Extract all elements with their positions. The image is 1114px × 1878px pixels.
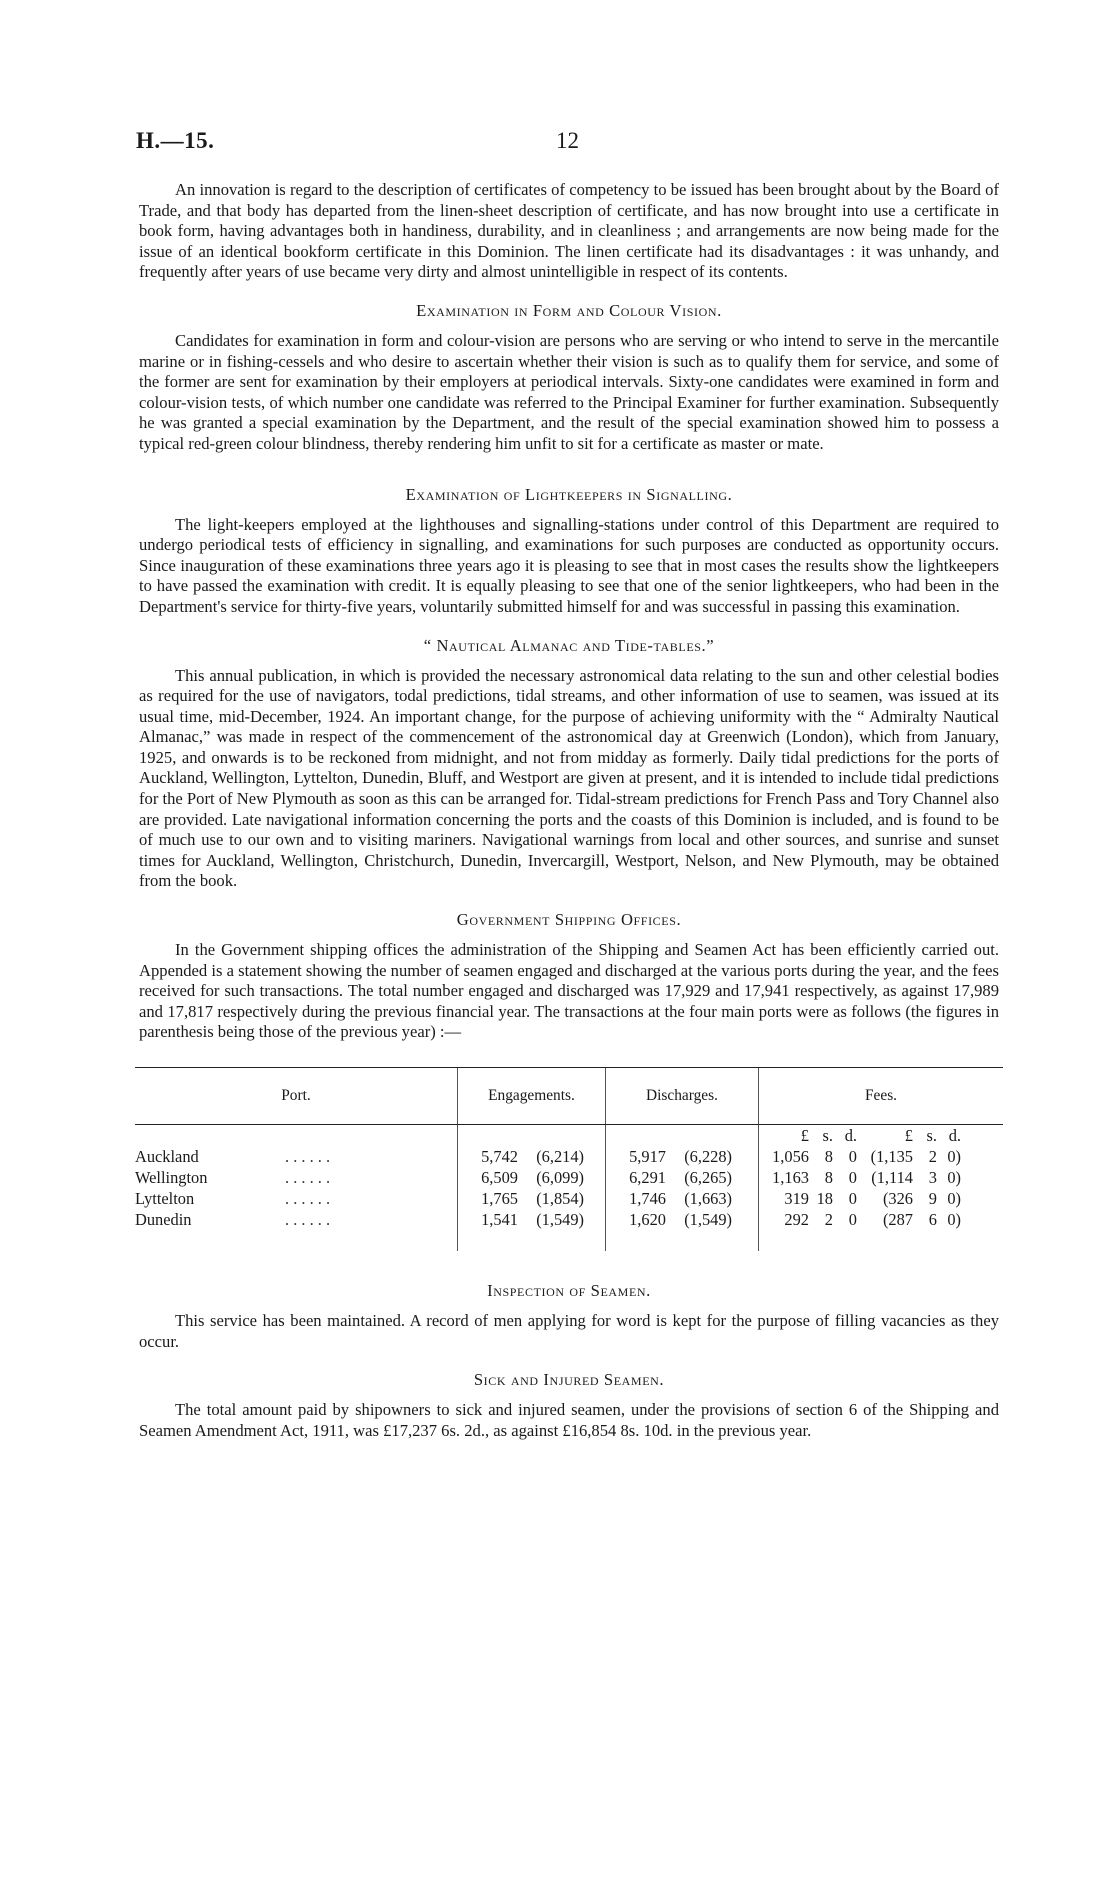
discharges-value: 1,620 bbox=[629, 1210, 666, 1229]
fee-prev-pounds: (1,114 bbox=[871, 1168, 913, 1187]
fee-prev-pence: 0) bbox=[947, 1168, 961, 1187]
port-name: Dunedin bbox=[135, 1210, 192, 1229]
engagements-value: 1,765 bbox=[481, 1189, 518, 1208]
fee-pounds: 319 bbox=[784, 1189, 809, 1208]
discharges-prev-value: (6,265) bbox=[684, 1168, 732, 1187]
shipping-offices-table bbox=[135, 1067, 1003, 1251]
discharges-value: 6,291 bbox=[629, 1168, 666, 1187]
unit-pound-prev: £ bbox=[904, 1126, 913, 1145]
shipping-offices-heading: Government Shipping Offices. bbox=[456, 910, 682, 930]
port-name: Lyttelton bbox=[135, 1189, 195, 1208]
discharges-value: 1,746 bbox=[629, 1189, 666, 1208]
fee-pounds: 1,163 bbox=[772, 1168, 809, 1187]
engagements-prev-value: (6,214) bbox=[536, 1147, 584, 1166]
table-row bbox=[135, 1209, 1003, 1230]
fee-pence: 0 bbox=[848, 1210, 857, 1229]
intro-paragraph: An innovation is regard to the description of certificates of competency to be issued has been brought about by the Board of Trade, and that body has departed from the linen-sheet description of certificate, and has now brought into use a certificate in book form, having advantages both in handiness, durability, and in cleanliness ; and arrangements are now being made for the issue of an identical bookform certificate in this Dominion. The linen certificate had its disadvantages : it was unhandy, and frequently after years of use became very dirty and almost unintelligible in respect of its contents. bbox=[139, 180, 999, 282]
discharges-column-header: Discharges. bbox=[606, 1068, 759, 1125]
colour-vision-heading: Examination in Form and Colour Vision. bbox=[416, 300, 722, 320]
fee-pounds: 292 bbox=[784, 1210, 809, 1229]
sick-injured-heading: Sick and Injured Seamen. bbox=[473, 1370, 665, 1390]
engagements-value: 1,541 bbox=[481, 1210, 518, 1229]
leader-dots: . . . . . . bbox=[285, 1147, 331, 1166]
leader-dots: . . . . . . bbox=[285, 1168, 331, 1187]
almanac-heading: “ Nautical Almanac and Tide-tables.” bbox=[423, 635, 715, 655]
fee-pence: 0 bbox=[848, 1168, 857, 1187]
fee-prev-pence: 0) bbox=[947, 1189, 961, 1208]
fees-units-row bbox=[759, 1125, 1004, 1147]
table-row bbox=[135, 1188, 1003, 1209]
port-name: Wellington bbox=[135, 1168, 208, 1187]
fee-prev-shillings: 2 bbox=[928, 1147, 937, 1166]
unit-pound: £ bbox=[800, 1126, 809, 1145]
leader-dots: . . . . . . bbox=[285, 1210, 331, 1229]
port-column-header: Port. bbox=[135, 1068, 458, 1125]
leader-dots: . . . . . . bbox=[285, 1189, 331, 1208]
engagements-value: 6,509 bbox=[481, 1168, 518, 1187]
discharges-prev-value: (1,549) bbox=[684, 1210, 732, 1229]
discharges-prev-value: (1,663) bbox=[684, 1189, 732, 1208]
shipping-table-container bbox=[135, 1067, 1003, 1251]
fee-shillings: 18 bbox=[816, 1189, 833, 1208]
shipping-offices-paragraph: In the Government shipping offices the administration of the Shipping and Seamen Act has been efficiently carried out. Appended is a statement showing the number of seamen engaged and discharged at the various ports during the year, and the fees received for such transactions. The total number engaged and discharged was 17,929 and 17,941 respectively, as against 17,989 and 17,817 respectively during the previous financial year. The transactions at the four main ports were as follows (the figures in parenthesis being those of the previous year) :— bbox=[139, 940, 999, 1042]
engagements-value: 5,742 bbox=[481, 1147, 518, 1166]
document-reference: H.—15. bbox=[136, 128, 215, 153]
fee-prev-pence: 0) bbox=[947, 1147, 961, 1166]
lightkeepers-paragraph: The light-keepers employed at the lighthouses and signalling-stations under control of this Department are required to undergo periodical tests of efficiency in signalling, and examinations for such purposes are conducted as opportunity occurs. Since inauguration of these examinations three years ago it is pleasing to see that in most cases the results show the lightkeepers to have passed the examination with credit. It is equally pleasing to see that one of the senior lightkeepers, who had been in the Department's service for thirty-five years, voluntarily submitted himself for and was successful in passing this examination. bbox=[139, 514, 999, 616]
colour-vision-paragraph: Candidates for examination in form and colour-vision are persons who are serving or who intend to serve in the mercantile marine or in fishing-cessels and who desire to ascertain whether their vision is such as to qualify them for service, and some of the former are sent for examination by their employers at periodical intervals. Sixty-one candidates were examined in form and colour-vision tests, of which number one candidate was referred to the Principal Examiner for further examination. Subsequently he was granted a special examination by the Department, and the result of the special examination showed him to possess a typical red-green colour blindness, thereby rendering him unfit to sit for a certificate as master or mate. bbox=[139, 330, 999, 453]
fees-column-header: Fees. bbox=[759, 1068, 1004, 1125]
unit-shilling-prev: s. bbox=[926, 1126, 937, 1145]
fee-pounds: 1,056 bbox=[772, 1147, 809, 1166]
fee-prev-pounds: (1,135 bbox=[870, 1147, 913, 1166]
port-name: Auckland bbox=[135, 1147, 199, 1166]
fee-pence: 0 bbox=[848, 1147, 857, 1166]
fee-prev-shillings: 3 bbox=[928, 1168, 937, 1187]
inspection-paragraph: This service has been maintained. A record of men applying for word is kept for the purpose of filling vacancies as they occur. bbox=[139, 1311, 999, 1351]
engagements-prev-value: (6,099) bbox=[536, 1168, 584, 1187]
almanac-paragraph: This annual publication, in which is provided the necessary astronomical data relating to the sun and other celestial bodies as required for the use of navigators, todal predictions, tidal streams, and other information of use to seamen, was issued at its usual time, mid-December, 1924. An important change, for the purpose of achieving uniformity with the “ Admiralty Nautical Almanac,” was made in respect of the commencement of the astronomical day at Greenwich (London), which from January, 1925, and onwards is to be reckoned from midnight, and not from midday as formerly. Daily tidal predictions for the ports of Auckland, Wellington, Lyttelton, Dunedin, Bluff, and Westport are given at present, and it is intended to include tidal predictions for the Port of New Plymouth as soon as this can be arranged for. Tidal-stream predictions for French Pass and Tory Channel also are provided. Late navigational information concerning the ports and the coasts of this Dominion is included, and is found to be of much use to our own and to visiting mariners. Navigational warnings from local and other sources, and sunrise and sunset times for Auckland, Wellington, Christchurch, Dunedin, Invercargill, Westport, Nelson, and New Plymouth, may be obtained from the book. bbox=[139, 665, 999, 891]
page-number: 12 bbox=[556, 128, 579, 153]
unit-pence: d. bbox=[844, 1126, 857, 1145]
sick-injured-paragraph: The total amount paid by shipowners to sick and injured seamen, under the provisions of section 6 of the Shipping and Seamen Amendment Act, 1911, was £17,237 6s. 2d., as against £16,854 8s. 10d. in the previous year. bbox=[139, 1400, 999, 1440]
fee-prev-pounds: (287 bbox=[882, 1210, 913, 1229]
page-content bbox=[135, 180, 999, 1441]
inspection-heading: Inspection of Seamen. bbox=[487, 1281, 651, 1300]
fee-prev-pounds: (326 bbox=[882, 1189, 913, 1208]
fee-shillings: 8 bbox=[824, 1147, 833, 1166]
engagements-column-header: Engagements. bbox=[458, 1068, 606, 1125]
engagements-prev-value: (1,549) bbox=[536, 1210, 584, 1229]
discharges-prev-value: (6,228) bbox=[684, 1147, 732, 1166]
unit-pence-prev: d. bbox=[948, 1126, 961, 1145]
fee-prev-shillings: 6 bbox=[928, 1210, 937, 1229]
fee-shillings: 2 bbox=[824, 1210, 833, 1229]
lightkeepers-heading: Examination of Lightkeepers in Signalling. bbox=[405, 484, 733, 504]
page-header bbox=[136, 128, 996, 160]
fee-shillings: 8 bbox=[824, 1168, 833, 1187]
fee-prev-shillings: 9 bbox=[928, 1189, 937, 1208]
table-row bbox=[135, 1146, 1003, 1167]
engagements-prev-value: (1,854) bbox=[536, 1189, 584, 1208]
table-row bbox=[135, 1167, 1003, 1188]
unit-shilling: s. bbox=[822, 1126, 833, 1145]
discharges-value: 5,917 bbox=[629, 1147, 666, 1166]
fee-prev-pence: 0) bbox=[947, 1210, 961, 1229]
fee-pence: 0 bbox=[848, 1189, 857, 1208]
